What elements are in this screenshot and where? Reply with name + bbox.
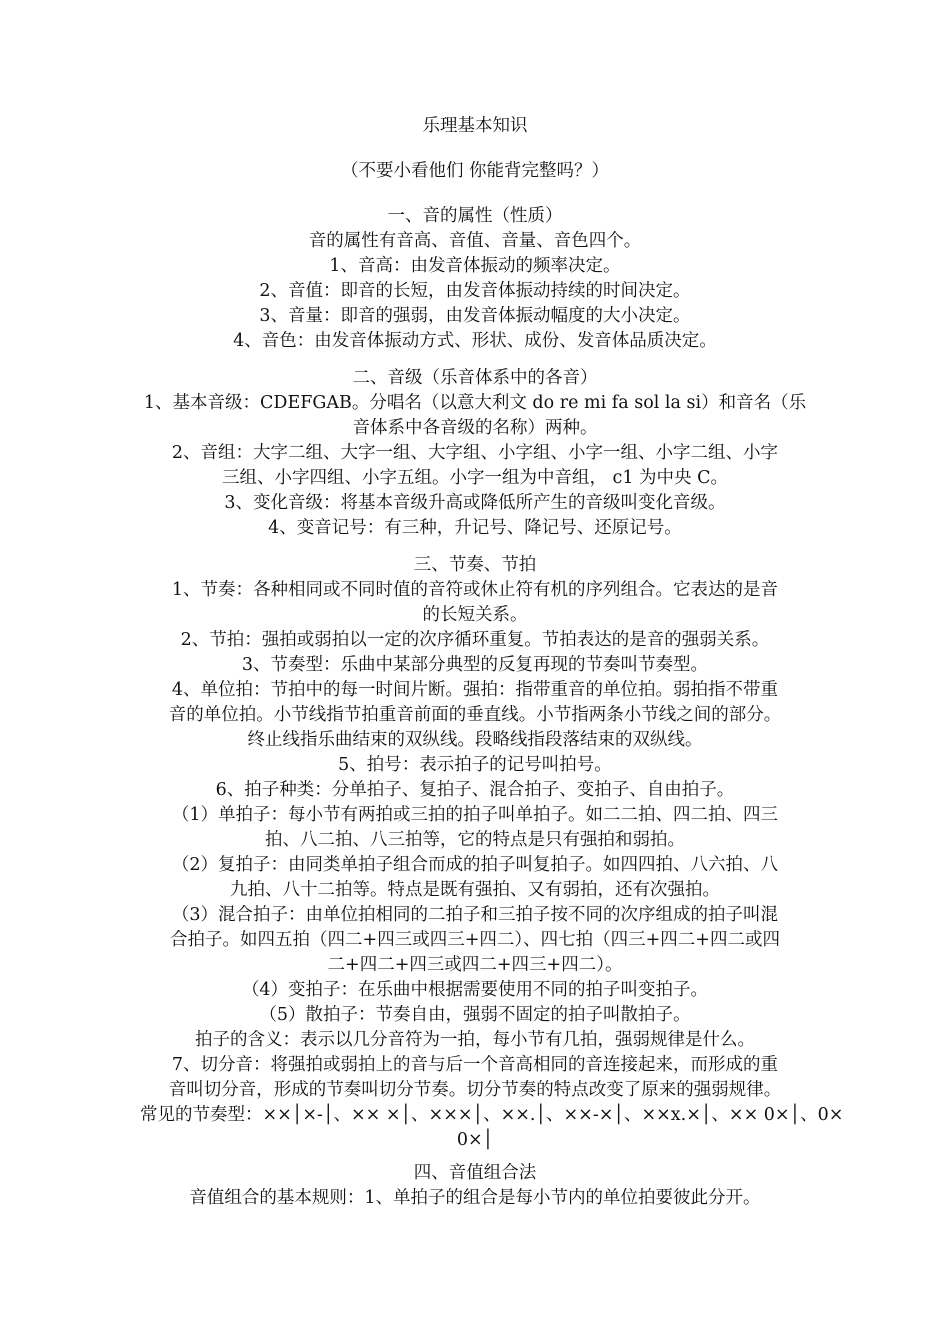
paragraph-line: 二+四二+四三或四二+四三+四二）。 bbox=[327, 955, 623, 975]
spacer bbox=[140, 541, 810, 553]
paragraph-line: 3、音量：即音的强弱，由发音体振动幅度的大小决定。 bbox=[259, 306, 691, 326]
paragraph-line: 1、基本音级：CDEFGAB。分唱名（以意大利文 do re mi fa sol la si）和音名（乐 bbox=[143, 393, 807, 413]
paragraph-line: 3、节奏型：乐曲中某部分典型的反复再现的节奏叫节奏型。 bbox=[241, 655, 709, 675]
section-heading: 三、节奏、节拍 bbox=[413, 555, 537, 575]
paragraph-line: 2、音组：大字二组、大字一组、大字组、小字组、小字一组、小字二组、小字 bbox=[171, 443, 779, 463]
paragraph-line: 合拍子。如四五拍（四二+四三或四三+四二）、四七拍（四三+四二+四二或四 bbox=[170, 930, 780, 950]
document-title: 乐理基本知识 bbox=[422, 116, 528, 136]
paragraph-line: 九拍、八十二拍等。特点是既有强拍、又有弱拍，还有次强拍。 bbox=[230, 880, 720, 900]
paragraph-line: 2、音值：即音的长短，由发音体振动持续的时间决定。 bbox=[259, 281, 691, 301]
paragraph-line: 4、变音记号：有三种，升记号、降记号、还原记号。 bbox=[268, 518, 682, 538]
paragraph-line: 2、节拍：强拍或弱拍以一定的次序循环重复。节拍表达的是音的强弱关系。 bbox=[180, 630, 770, 650]
paragraph-line: 7、切分音：将强拍或弱拍上的音与后一个音高相同的音连接起来，而形成的重 bbox=[171, 1055, 779, 1075]
paragraph-line: 音的单位拍。小节线指节拍重音前面的垂直线。小节指两条小节线之间的部分。 bbox=[168, 705, 782, 725]
paragraph-line: 的长短关系。 bbox=[422, 605, 528, 625]
section-heading: 一、音的属性（性质） bbox=[387, 206, 563, 226]
spacer bbox=[140, 354, 810, 366]
paragraph-line: 1、节奏：各种相同或不同时值的音符或休止符有机的序列组合。它表达的是音 bbox=[171, 580, 779, 600]
section-heading: 二、音级（乐音体系中的各音） bbox=[352, 368, 598, 388]
paragraph-line: 6、拍子种类：分单拍子、复拍子、混合拍子、变拍子、自由拍子。 bbox=[215, 780, 735, 800]
paragraph-line: 音叫切分音，形成的节奏叫切分节奏。切分节奏的特点改变了原来的强弱规律。 bbox=[168, 1080, 782, 1100]
paragraph-line: 4、单位拍：节拍中的每一时间片断。强拍：指带重音的单位拍。弱拍指不带重 bbox=[171, 680, 779, 700]
paragraph-line: 4、音色：由发音体振动方式、形状、成份、发音体品质决定。 bbox=[233, 331, 717, 351]
document-page bbox=[140, 110, 844, 1211]
spacer bbox=[140, 184, 810, 204]
paragraph-line: 终止线指乐曲结束的双纵线。段略线指段落结束的双纵线。 bbox=[247, 730, 703, 750]
paragraph-line: 0×│ bbox=[456, 1130, 494, 1150]
paragraph-line: 三组、小字四组、小字五组。小字一组为中音组， c1 为中央 C。 bbox=[221, 468, 728, 488]
paragraph-line: （4）变拍子：在乐曲中根据需要使用不同的拍子叫变拍子。 bbox=[241, 980, 709, 1000]
section-heading: 四、音值组合法 bbox=[413, 1163, 537, 1183]
paragraph-line: 1、音高：由发音体振动的频率决定。 bbox=[329, 256, 621, 276]
paragraph-line: （2）复拍子：由同类单拍子组合而成的拍子叫复拍子。如四四拍、八六拍、八 bbox=[171, 855, 779, 875]
paragraph-line: 3、变化音级：将基本音级升高或降低所产生的音级叫变化音级。 bbox=[224, 493, 726, 513]
paragraph-line: 音的属性有音高、音值、音量、音色四个。 bbox=[308, 231, 642, 251]
paragraph-line: 音值组合的基本规则：1、单拍子的组合是每小节内的单位拍要彼此分开。 bbox=[189, 1188, 761, 1208]
spacer bbox=[140, 139, 810, 159]
paragraph-line: （3）混合拍子：由单位拍相同的二拍子和三拍子按不同的次序组成的拍子叫混 bbox=[171, 905, 779, 925]
paragraph-line: 5、拍号：表示拍子的记号叫拍号。 bbox=[338, 755, 612, 775]
paragraph-line: 拍子的含义：表示以几分音符为一拍，每小节有几拍，强弱规律是什么。 bbox=[195, 1030, 755, 1050]
paragraph-line: （1）单拍子：每小节有两拍或三拍的拍子叫单拍子。如二二拍、四二拍、四三 bbox=[171, 805, 779, 825]
paragraph-line: 常见的节奏型：××│×-│、×× ×│、×××│、××.│、××-×│、××ⅹ.×│、×× 0×│、0× bbox=[140, 1105, 844, 1125]
paragraph-line: （5）散拍子：节奏自由，强弱不固定的拍子叫散拍子。 bbox=[259, 1005, 691, 1025]
spacer bbox=[140, 1153, 810, 1161]
document-subtitle: （不要小看他们 你能背完整吗？） bbox=[340, 161, 610, 181]
paragraph-line: 拍、八二拍、八三拍等，它的特点是只有强拍和弱拍。 bbox=[265, 830, 685, 850]
paragraph-line: 音体系中各音级的名称）两种。 bbox=[352, 418, 598, 438]
